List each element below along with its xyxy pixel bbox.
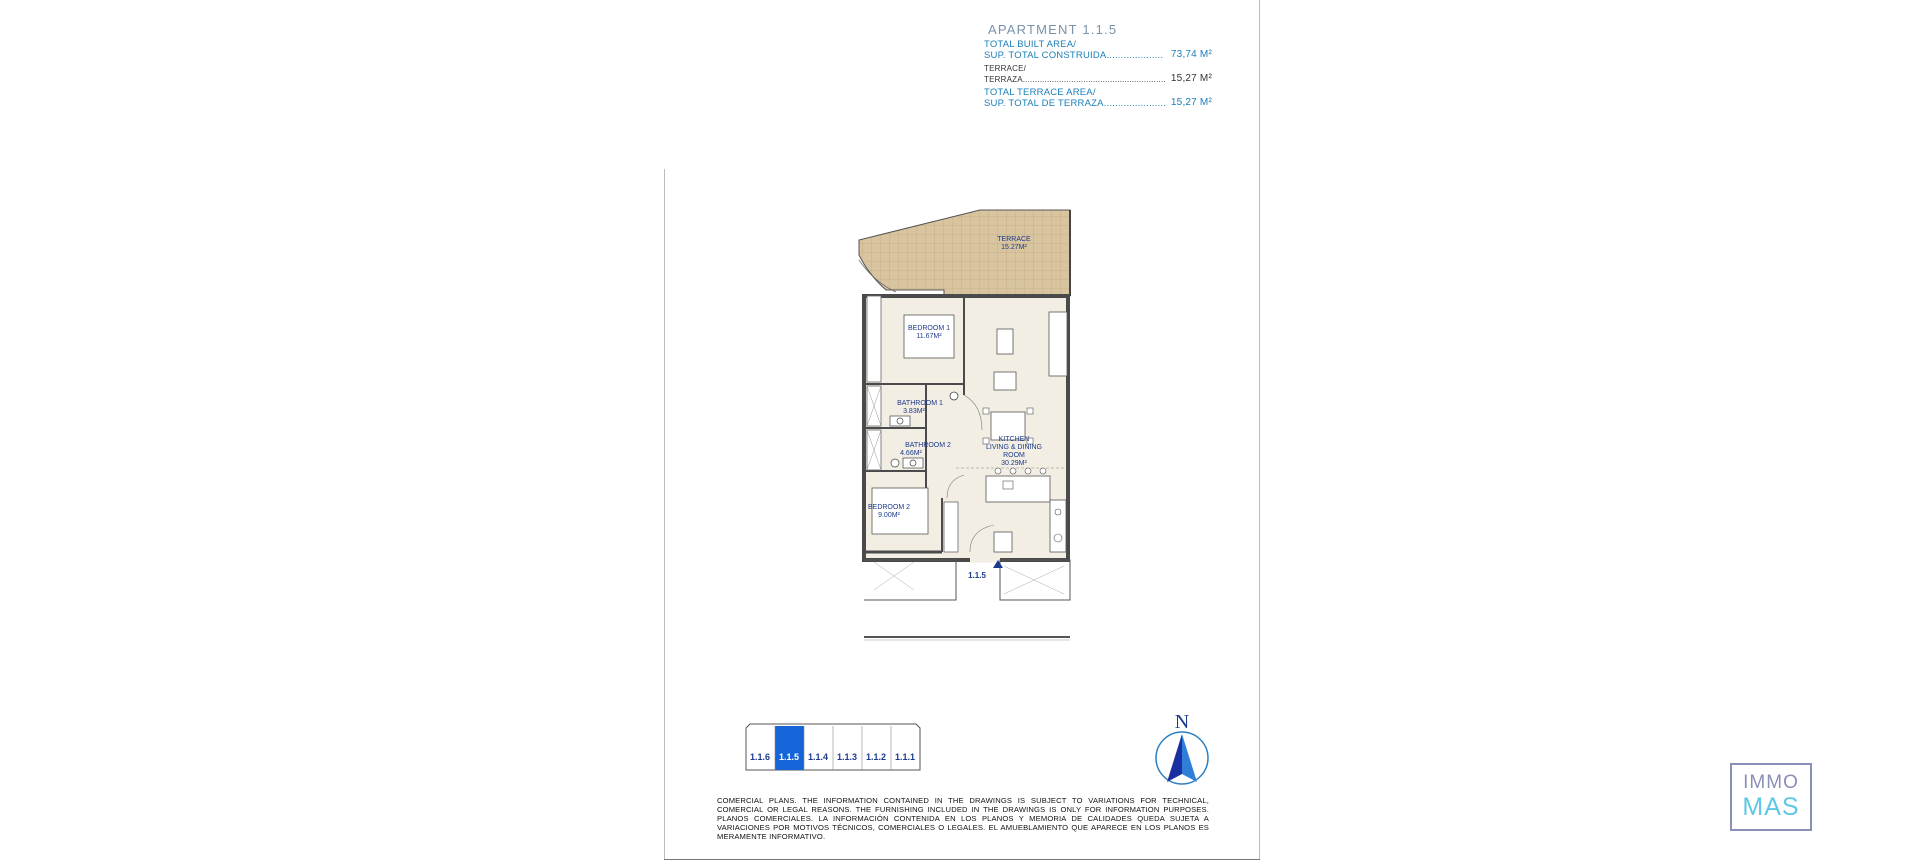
key-plan-unit: 1.1.1: [894, 752, 916, 762]
apartment-title: APARTMENT 1.1.5: [988, 22, 1118, 37]
bedroom2-area: 9.00M²: [878, 512, 900, 519]
apartment-floor-plan: [664, 0, 1260, 860]
bedroom2-label: BEDROOM 2: [867, 504, 911, 511]
key-plan-unit: 1.1.6: [749, 752, 771, 762]
bathroom2-area: 4.66M²: [900, 450, 922, 457]
area-row-value: 73,74 M²: [1170, 49, 1212, 60]
area-row-label: TERRACE/ TERRAZA...........................................................: [984, 64, 1166, 84]
terrace: [859, 210, 1070, 296]
kitchen-label-line1: KITCHEN: [998, 436, 1030, 443]
area-row-label: TOTAL BUILT AREA/ SUP. TOTAL CONSTRUIDA....................: [984, 39, 1164, 61]
kitchen-area: 30.29M²: [1001, 460, 1027, 467]
bathroom1-label: BATHROOM 1: [897, 400, 943, 407]
entrance-unit-label: 1.1.5: [968, 571, 986, 580]
bedroom1-area: 11.67M²: [916, 333, 942, 340]
bedroom1-label: BEDROOM 1: [907, 325, 951, 332]
area-row-value: 15,27 M²: [1170, 97, 1212, 108]
key-plan-unit: 1.1.3: [836, 752, 858, 762]
floor-plan-sheet: [664, 0, 1260, 860]
terrace-area: 15.27M²: [1001, 244, 1027, 251]
area-row-value: 15,27 M²: [1170, 73, 1212, 84]
logo-line2: MAS: [1742, 793, 1800, 821]
terrace-label: TERRACE: [997, 236, 1031, 243]
kitchen-label-line2: LIVING & DINING: [985, 444, 1043, 451]
key-plan-unit: 1.1.2: [865, 752, 887, 762]
disclaimer-text: COMERCIAL PLANS. THE INFORMATION CONTAINED IN THE DRAWINGS IS SUBJECT TO VARIATIONS FOR TECHNICAL, COMERCIAL OR LEGAL REASONS. THE FURNISHING INCLUDED IN THE DRAWINGS IS ONLY FOR INFORMATION PURPOSES. PLANOS COMERCIALES. LA INFORMACIÓN CONTENIDA EN LOS PLANOS Y MEMORIA DE CALIDADES QUEDA SUJETA A VARIACIONES POR MOTIVOS TÉCNICOS, COMERCIALES O LEGALES. EL AMUEBLAMIENTO QUE APARECE EN LOS PLANOS ES MERAMENTE INFORMATIVO.: [717, 796, 1209, 841]
key-plan-unit: 1.1.5: [778, 752, 800, 762]
bathroom1-area: 3.83M²: [903, 408, 925, 415]
logo-line1: IMMO: [1743, 772, 1799, 793]
north-letter: N: [1174, 711, 1190, 733]
key-plan-unit: 1.1.4: [807, 752, 829, 762]
key-plan-highlight: [775, 726, 804, 770]
immomas-logo: [1730, 763, 1812, 831]
bathroom2-label: BATHROOM 2: [905, 442, 951, 449]
north-arrow-icon: [1156, 711, 1208, 784]
front-balconies: [864, 560, 1070, 640]
interior: [864, 296, 1068, 560]
key-plan: [746, 724, 920, 770]
kitchen-label-line3: ROOM: [1003, 452, 1025, 459]
area-row-label: TOTAL TERRACE AREA/ SUP. TOTAL DE TERRAZA......................: [984, 87, 1167, 109]
